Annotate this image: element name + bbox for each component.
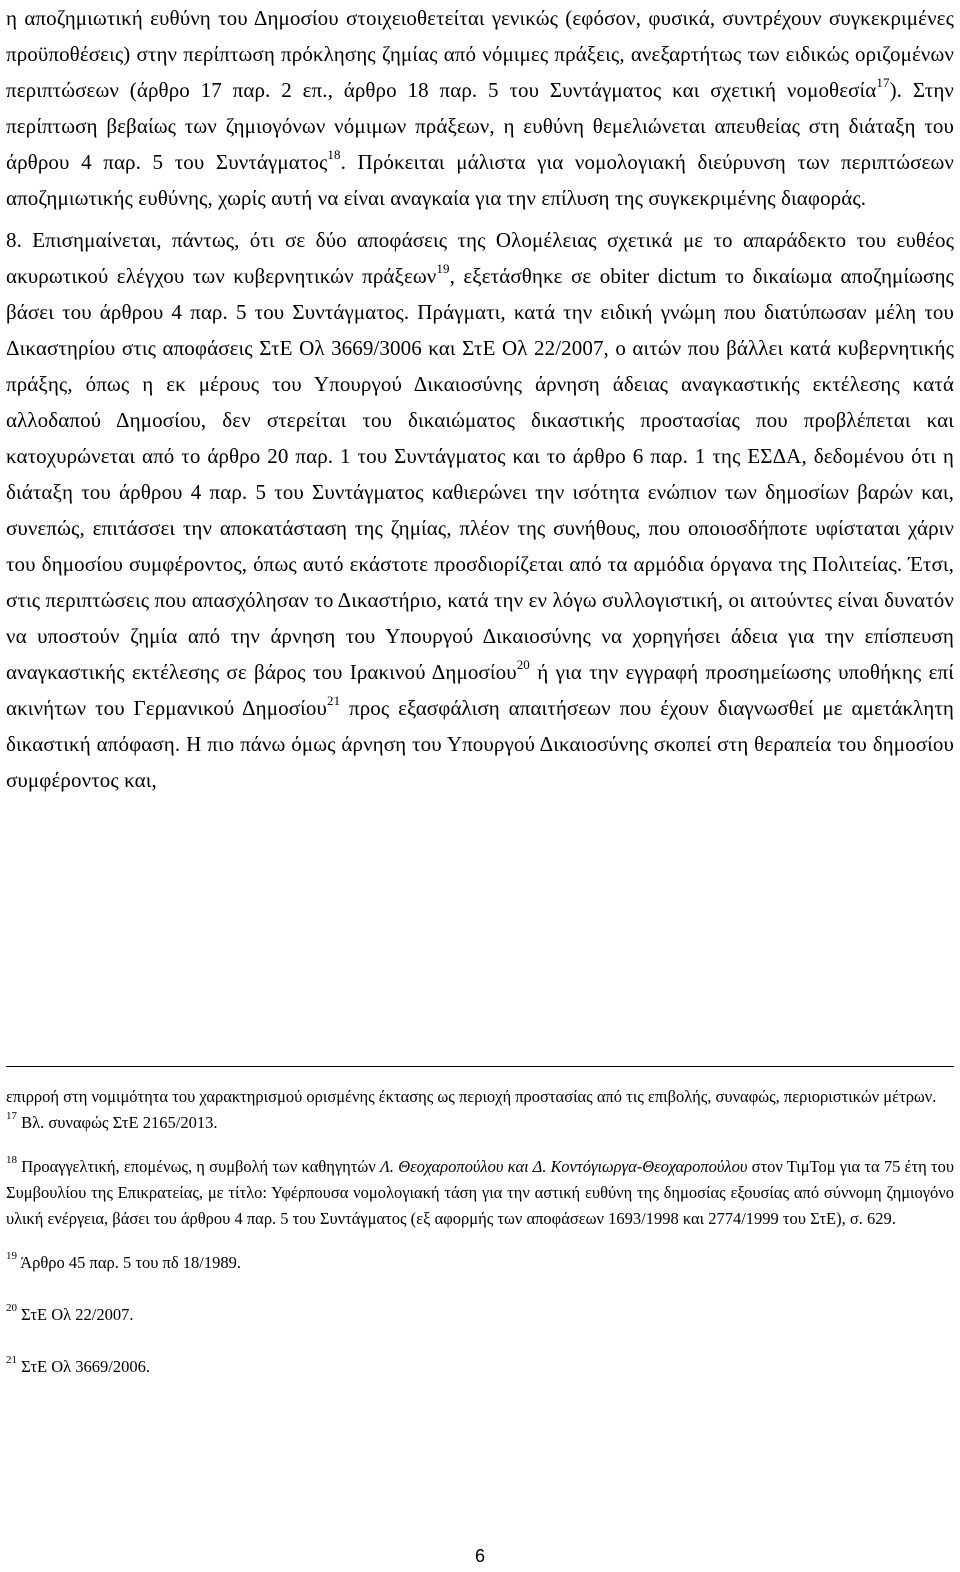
footnote-ref-20: 20 [516,657,530,672]
footnote-ref-21: 21 [326,693,341,708]
paragraph-2-text-b: , εξετάσθηκε σε obiter dictum το δικαίωμα αποζημίωσης βάσει του άρθρου 4 παρ. 5 του Συντάγματος. Πράγματι, κατά την ειδική γνώμη που διατύπωσαν μέλη του Δικαστηρίου στις αποφάσεις ΣτΕ Ολ 3669/3006 και ΣτΕ Ολ 22/2007, ο αιτών που βάλλει κατά κυβερνητικής πράξης, όπως η εκ μέρους του Υπουργού Δικαιοσύνης άρνηση άδειας αναγκαστικής εκτέλεσης κατά αλλοδαπού Δημοσίου, δεν στερείται του δικαιώματος δικαστικής προστασίας που προβλέπεται και κατοχυρώνεται από το άρθρο 20 παρ. 1 του Συντάγματος και το άρθρο 6 παρ. 1 της ΕΣΔΑ, δεδομένου ότι η διάταξη του άρθρου 4 παρ. 5 του Συντάγματος καθιερώνει την ισότητα ενώπιον των δημοσίων βαρών και, συνεπώς, επιτάσσει την αποκατάσταση της ζημίας, πλέον της συνήθους, που οποιοσδήποτε υφίσταται χάριν του δημοσίου συμφέροντος, όπως αυτό εκάστοτε προσδιορίζεται από τα αρμόδια όργανα της Πολιτείας. Έτσι, στις περιπτώσεις που απασχόλησαν το Δικαστήριο, κατά την εν λόγω συλλογιστική, οι αιτούντες είναι δυνατόν να υποστούν ζημία από την άρνηση του Υπουργού Δικαιοσύνης να χορηγήσει άδεια για την επίσπευση αναγκαστικής εκτέλεσης σε βάρος του Ιρακινού Δημοσίου [6,264,954,684]
footnote-21-number: 21 [6,1353,17,1366]
paragraph-2-text-a: 8. Επισημαίνεται, πάντως, ότι σε δύο αποφάσεις της Ολομέλειας σχετικά με το απαράδεκτο του ευθέος ακυρωτικού ελέγχου των κυβερνητικών πράξεων [6,228,954,288]
main-text [6,0,954,798]
footnote-17-text: Βλ. συναφώς ΣτΕ 2165/2013. [17,1113,218,1132]
footnote-ref-19: 19 [436,261,450,276]
paragraph-1-text-b: ). Στην περίπτωση βεβαίως των ζημιογόνων νόμιμων πράξεων, η ευθύνη θεμελιώνεται απευθείας στη διάταξη του άρθρου 4 παρ. 5 του Συντάγματος [6,78,954,174]
footnote-ref-17: 17 [876,75,890,90]
footnote-continued: επιρροή στη νομιμότητα του χαρακτηρισμού ορισμένης έκτασης ως περιοχή προστασίας από τις επιβολής, συναφώς, περιοριστικών μέτρων. [6,1087,937,1106]
footnote-19 [6,1250,954,1276]
paragraph-2 [6,222,954,798]
footnote-18-authors: Λ. Θεοχαροπούλου και Δ. Κοντόγιωργα-Θεοχαροπούλου [379,1157,748,1176]
footnote-18 [6,1154,954,1232]
footnote-20-text: ΣτΕ Ολ 22/2007. [17,1305,134,1324]
page-number: 6 [474,1546,485,1566]
footnote-17-number: 17 [6,1109,17,1122]
footnote-20-number: 20 [6,1301,17,1314]
footnote-18-number: 18 [6,1153,17,1166]
footnote-17 [6,1110,954,1136]
footnote-21 [6,1354,954,1380]
footnote-19-number: 19 [6,1249,17,1262]
paragraph-1-text-a: η αποζημιωτική ευθύνη του Δημοσίου στοιχειοθετείται γενικώς (εφόσον, φυσικά, συντρέχουν συγκεκριμένες προϋποθέσεις) στην περίπτωση πρόκλησης ζημίας από νόμιμες πράξεις, ανεξαρτήτως των ειδικώς οριζομένων περιπτώσεων (άρθρο 17 παρ. 2 επ., άρθρο 18 παρ. 5 του Συντάγματος και σχετική νομοθεσία [6,6,954,102]
footnote-18-text-b: στον ΤιμΤομ για τα 75 έτη του Συμβουλίου της Επικρατείας, με τίτλο: Υφέρπουσα νομολογιακή τάση για την αστική ευθύνη της δημοσίας εξουσίας από σύννομη ζημιογόνο υλική ενέργεια, βάσει του άρθρου 4 παρ. 5 του Συντάγματος (εξ αφορμής των αποφάσεων 1693/1998 και 2774/1999 του ΣτΕ), σ. 629. [6,1157,954,1228]
footnote-18-text-a: Προαγγελτική, επομένως, η συμβολή των καθηγητών [17,1157,380,1176]
paragraph-2-text-d: προς εξασφάλιση απαιτήσεων που έχουν διαγνωσθεί με αμετάκλητη δικαστική απόφαση. Η πιο πάνω όμως άρνηση του Υπουργού Δικαιοσύνης σκοπεί στη θεραπεία του δημοσίου συμφέροντος και, [6,696,954,792]
footnotes [6,1084,954,1380]
footnote-separator [6,1066,954,1067]
footnote-ref-18: 18 [327,147,341,162]
paragraph-1-text-c: . Πρόκειται μάλιστα για νομολογιακή διεύρυνση των περιπτώσεων αποζημιωτικής ευθύνης, χωρίς αυτή να είναι αναγκαία για την επίλυση της συγκεκριμένης διαφοράς. [6,150,954,210]
paragraph-1 [6,0,954,216]
paragraph-2-text-c: ή για την εγγραφή προσημείωσης υποθήκης επί ακινήτων του Γερμανικού Δημοσίου [6,660,954,720]
footnote-19-text: Άρθρο 45 παρ. 5 του πδ 18/1989. [17,1253,241,1272]
footnote-21-text: ΣτΕ Ολ 3669/2006. [17,1357,151,1376]
footnote-20 [6,1302,954,1328]
